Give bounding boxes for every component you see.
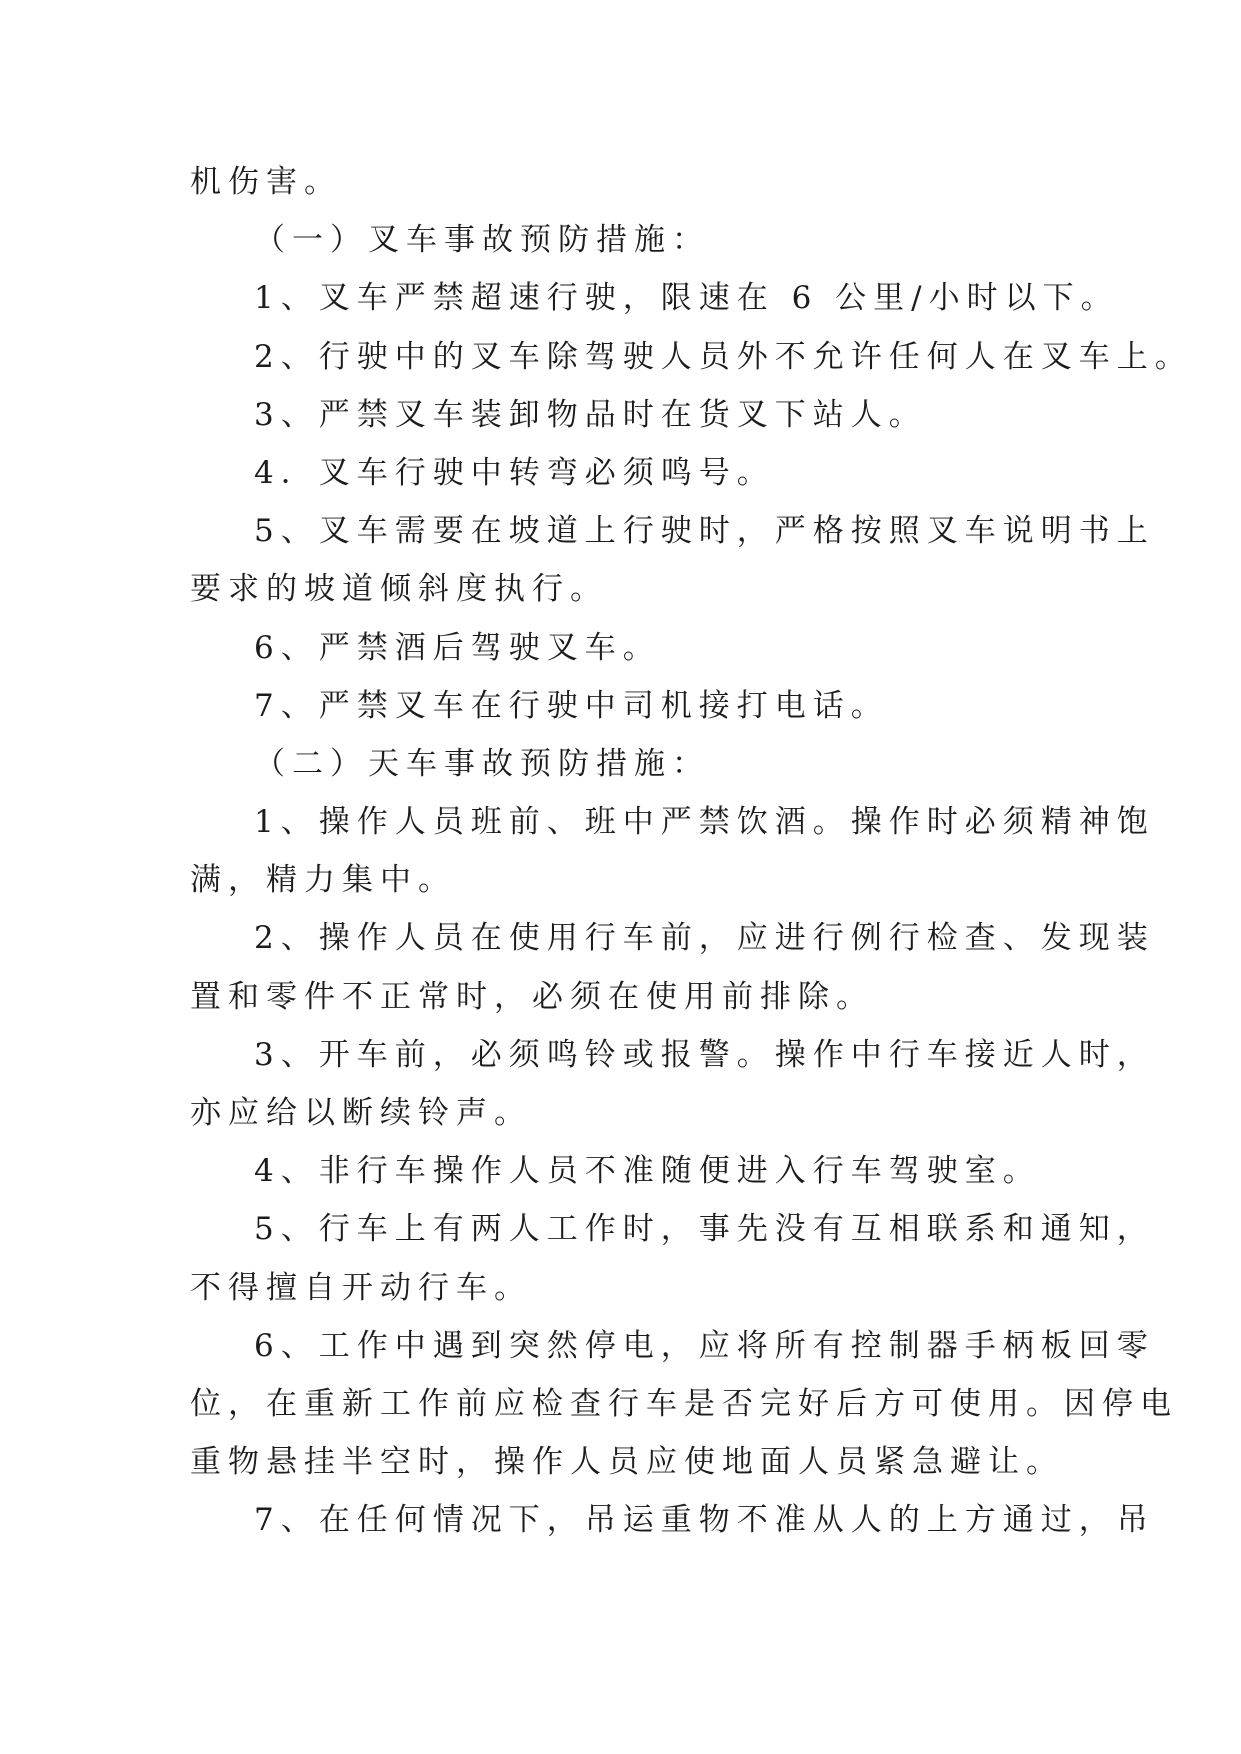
text-line: 置和零件不正常时，必须在使用前排除。 bbox=[190, 978, 874, 1015]
text-line: 满，精力集中。 bbox=[190, 862, 456, 899]
text-line: 位，在重新工作前应检查行车是否完好后方可使用。因停电 bbox=[190, 1385, 1178, 1422]
list-item: 6、工作中遇到突然停电，应将所有控制器手柄板回零 bbox=[254, 1327, 1155, 1364]
list-item: 5、行车上有两人工作时，事先没有互相联系和通知， bbox=[254, 1211, 1155, 1248]
list-item: 3、开车前，必须鸣铃或报警。操作中行车接近人时， bbox=[254, 1036, 1155, 1073]
list-item: 1、叉车严禁超速行驶，限速在 6 公里/小时以下。 bbox=[254, 280, 1119, 317]
list-item: 5、叉车需要在坡道上行驶时，严格按照叉车说明书上 bbox=[254, 513, 1155, 550]
list-item: 6、严禁酒后驾驶叉车。 bbox=[254, 629, 661, 666]
section-heading: （一）叉车事故预防措施： bbox=[254, 222, 710, 259]
list-item: 3、严禁叉车装卸物品时在货叉下站人。 bbox=[254, 396, 927, 433]
text-line: 要求的坡道倾斜度执行。 bbox=[190, 571, 608, 608]
list-item: 2、行驶中的叉车除驾驶人员外不允许任何人在叉车上。 bbox=[254, 338, 1193, 375]
list-item: 4．叉车行驶中转弯必须鸣号。 bbox=[254, 454, 775, 491]
list-item: 1、操作人员班前、班中严禁饮酒。操作时必须精神饱 bbox=[254, 804, 1155, 841]
text-line: 重物悬挂半空时，操作人员应使地面人员紧急避让。 bbox=[190, 1444, 1064, 1481]
list-item: 7、严禁叉车在行驶中司机接打电话。 bbox=[254, 687, 889, 724]
body-text bbox=[190, 153, 1193, 1550]
list-item: 4、非行车操作人员不准随便进入行车驾驶室。 bbox=[254, 1153, 1041, 1190]
section-heading: （二）天车事故预防措施： bbox=[254, 745, 710, 782]
text-line: 不得擅自开动行车。 bbox=[190, 1269, 532, 1306]
text-line: 亦应给以断续铃声。 bbox=[190, 1095, 532, 1131]
list-item: 7、在任何情况下，吊运重物不准从人的上方通过，吊 bbox=[254, 1502, 1155, 1539]
list-item: 2、操作人员在使用行车前，应进行例行检查、发现装 bbox=[254, 920, 1155, 957]
text-line: 机伤害。 bbox=[190, 164, 342, 200]
